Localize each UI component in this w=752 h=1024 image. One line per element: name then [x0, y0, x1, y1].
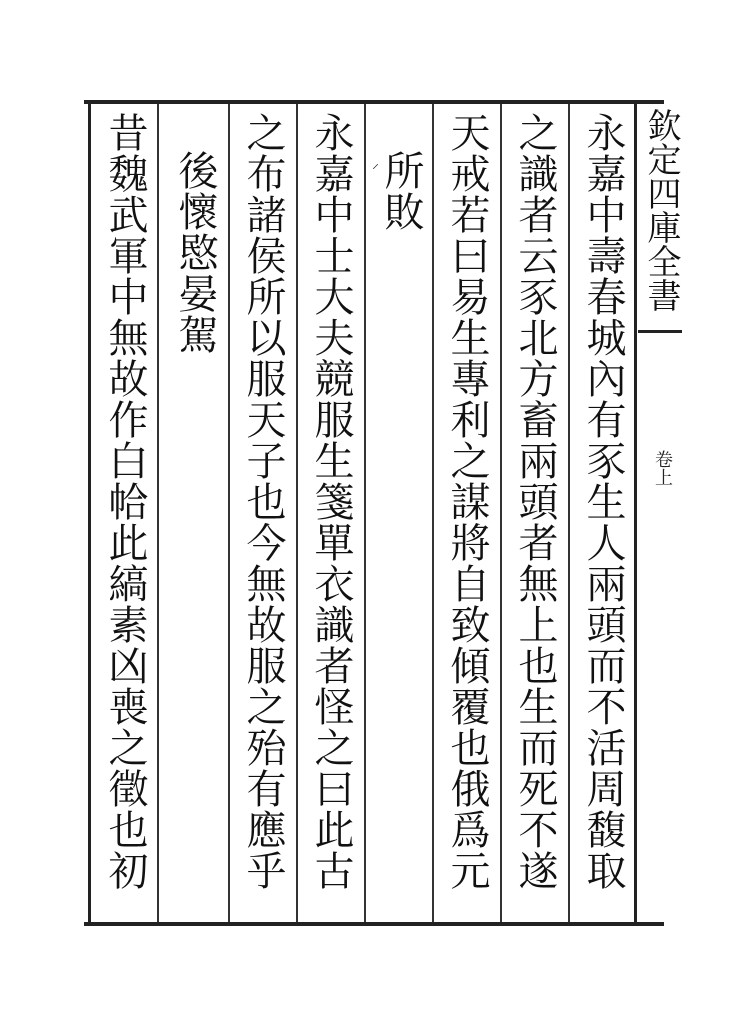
- column-divider: [157, 104, 159, 922]
- text-column-3: 天戒若曰易生專利之謀將自致傾覆也俄爲元: [444, 112, 490, 891]
- text-column-2: 之識者云豕北方畜兩頭者無上也生而死不遂: [512, 112, 558, 891]
- column-divider: [228, 104, 230, 922]
- column-divider: [364, 104, 366, 922]
- frame-right-rule: [634, 100, 637, 926]
- frame-left-rule: [88, 100, 91, 926]
- text-column-1: 永嘉中壽春城內有豕生人兩頭而不活周馥取: [580, 112, 626, 891]
- column-divider: [296, 104, 298, 922]
- book-title-edge: 欽定四庫全書: [641, 108, 681, 312]
- text-column-8: 昔魏武軍中無故作白帢此縞素凶喪之徵也初: [102, 112, 148, 891]
- text-column-4: 所敗: [378, 150, 424, 232]
- frame-top-rule: [84, 100, 664, 104]
- column-divider: [432, 104, 434, 922]
- text-column-7: 後懷愍晏駕: [172, 150, 218, 355]
- edge-title-underline: [638, 330, 682, 333]
- column-divider: [500, 104, 502, 922]
- column-divider: [568, 104, 570, 922]
- text-column-5: 永嘉中士大夫競服生箋單衣識者怪之曰此古: [308, 112, 354, 891]
- text-column-6: 之布諸侯所以服天子也今無故服之殆有應乎: [240, 112, 286, 891]
- punctuation-mark: ⸝: [372, 156, 379, 172]
- volume-label: 卷上: [652, 450, 673, 486]
